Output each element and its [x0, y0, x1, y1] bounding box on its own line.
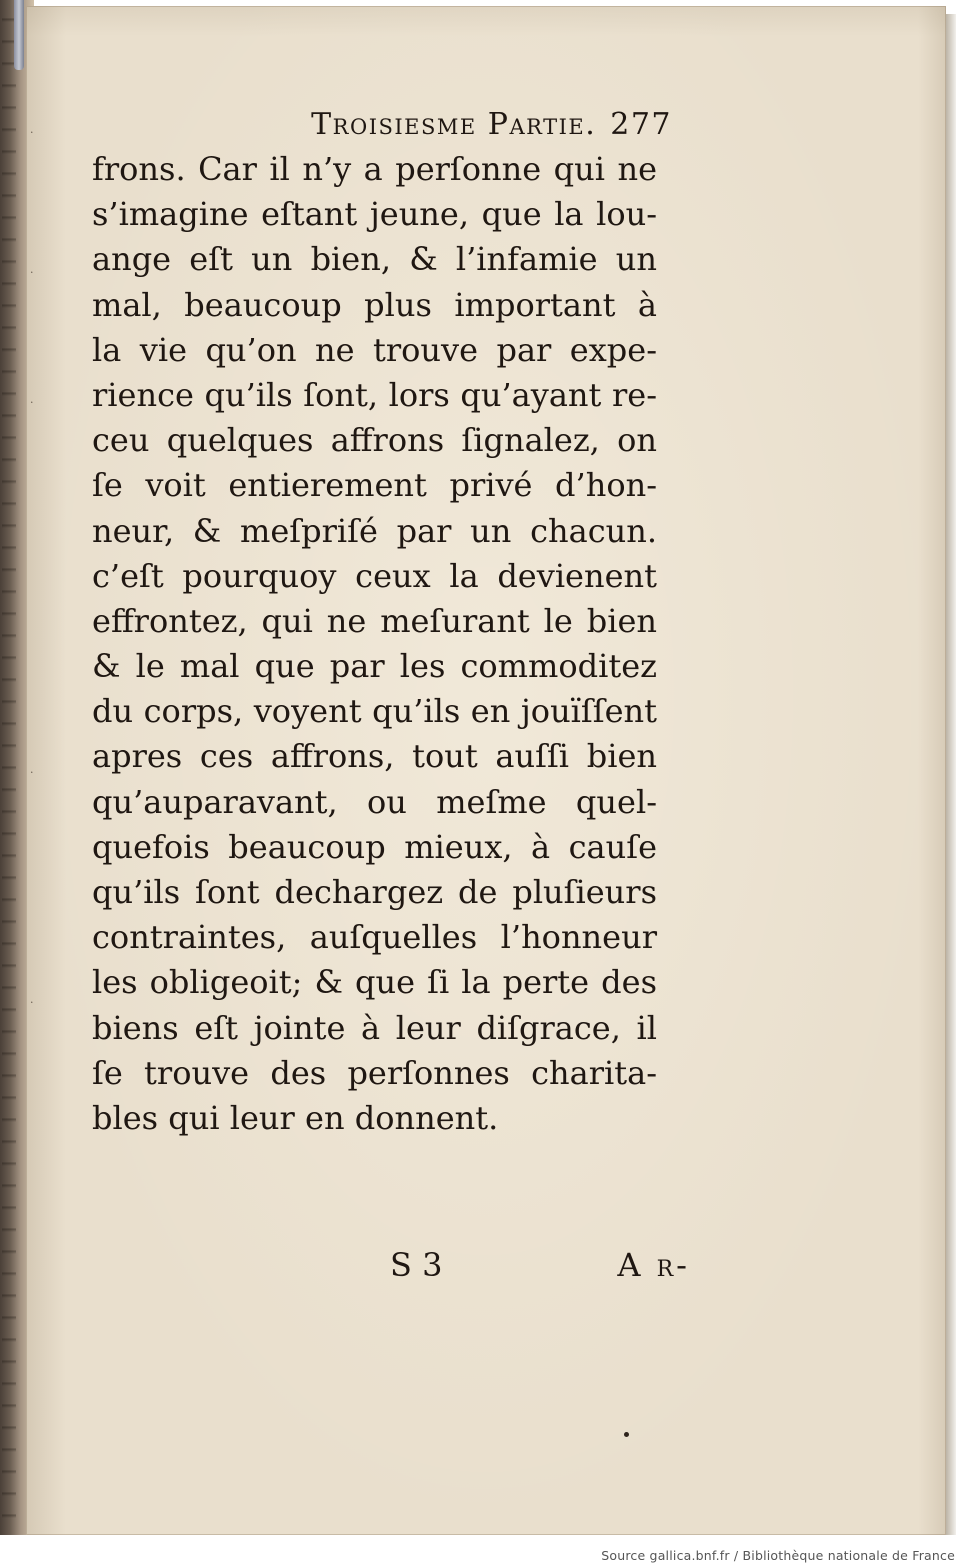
- bookmark-ribbon: [14, 0, 24, 70]
- text-line: bles qui leur en donnent.: [92, 1098, 499, 1137]
- text-line: biens eſt jointe à leur diſgrace, il: [92, 1008, 657, 1047]
- margin-mark: ·: [30, 996, 34, 1009]
- margin-mark: ·: [30, 266, 34, 279]
- text-line: la vie qu’on ne trouve par expe-: [92, 330, 657, 369]
- text-line: neur, & meſpriſé par un chacun.: [92, 511, 657, 550]
- text-line: ange eſt un bien, & l’infamie un: [92, 240, 657, 279]
- running-head-title: Troisiesme Partie.: [311, 107, 597, 142]
- text-line: ſe trouve des perſonnes charita-: [92, 1053, 657, 1092]
- bleed-through-margin: [30, 6, 42, 1535]
- text-line: les obligeoit; & que ſi la perte des: [92, 963, 657, 1002]
- text-line: qu’auparavant, ou meſme quel-: [92, 782, 657, 821]
- source-credit: Source gallica.bnf.fr / Bibliothèque nationale de France: [601, 1548, 955, 1563]
- text-line: qu’ils ſont dechargez de pluſieurs: [92, 873, 657, 911]
- catchword: A r-: [617, 1246, 690, 1284]
- text-line: contraintes, auſquelles l’honneur: [92, 918, 657, 957]
- text-line: effrontez, qui ne meſurant le bien: [92, 601, 657, 640]
- text-line: ceu quelques affrons ſignalez, on: [92, 421, 657, 460]
- page-edge-shadow: [946, 14, 956, 1535]
- ink-spot: [624, 1432, 629, 1437]
- page-number: 277: [610, 107, 672, 142]
- text-line: & le mal que par les commoditez: [92, 647, 657, 686]
- text-line: s’imagine eſtant jeune, que la lou-: [92, 195, 657, 234]
- spine-texture: [2, 0, 16, 1535]
- text-line: du corps, voyent qu’ils en jouïſſent: [92, 692, 657, 731]
- text-line: quefois beaucoup mieux, à cauſe: [92, 827, 657, 866]
- text-line: frons. Car il n’y a perſonne qui ne: [92, 150, 657, 188]
- text-line: apres ces affrons, tout auſſi bien: [92, 737, 657, 776]
- signature-mark: S 3: [390, 1246, 443, 1284]
- body-text: [92, 147, 692, 1141]
- text-line: ſe voit entierement privé d’hon-: [92, 466, 657, 505]
- margin-mark: ·: [30, 766, 34, 779]
- page-text-block: [92, 107, 692, 1141]
- text-line: c’eſt pourquoy ceux la devienent: [92, 556, 657, 595]
- text-line: rience qu’ils ſont, lors qu’ayant re-: [92, 375, 657, 414]
- page-footer: [390, 1246, 690, 1296]
- margin-mark: ·: [30, 396, 34, 409]
- running-head: [92, 107, 692, 147]
- margin-mark: ·: [30, 126, 34, 139]
- text-line: mal, beaucoup plus important à: [92, 285, 657, 324]
